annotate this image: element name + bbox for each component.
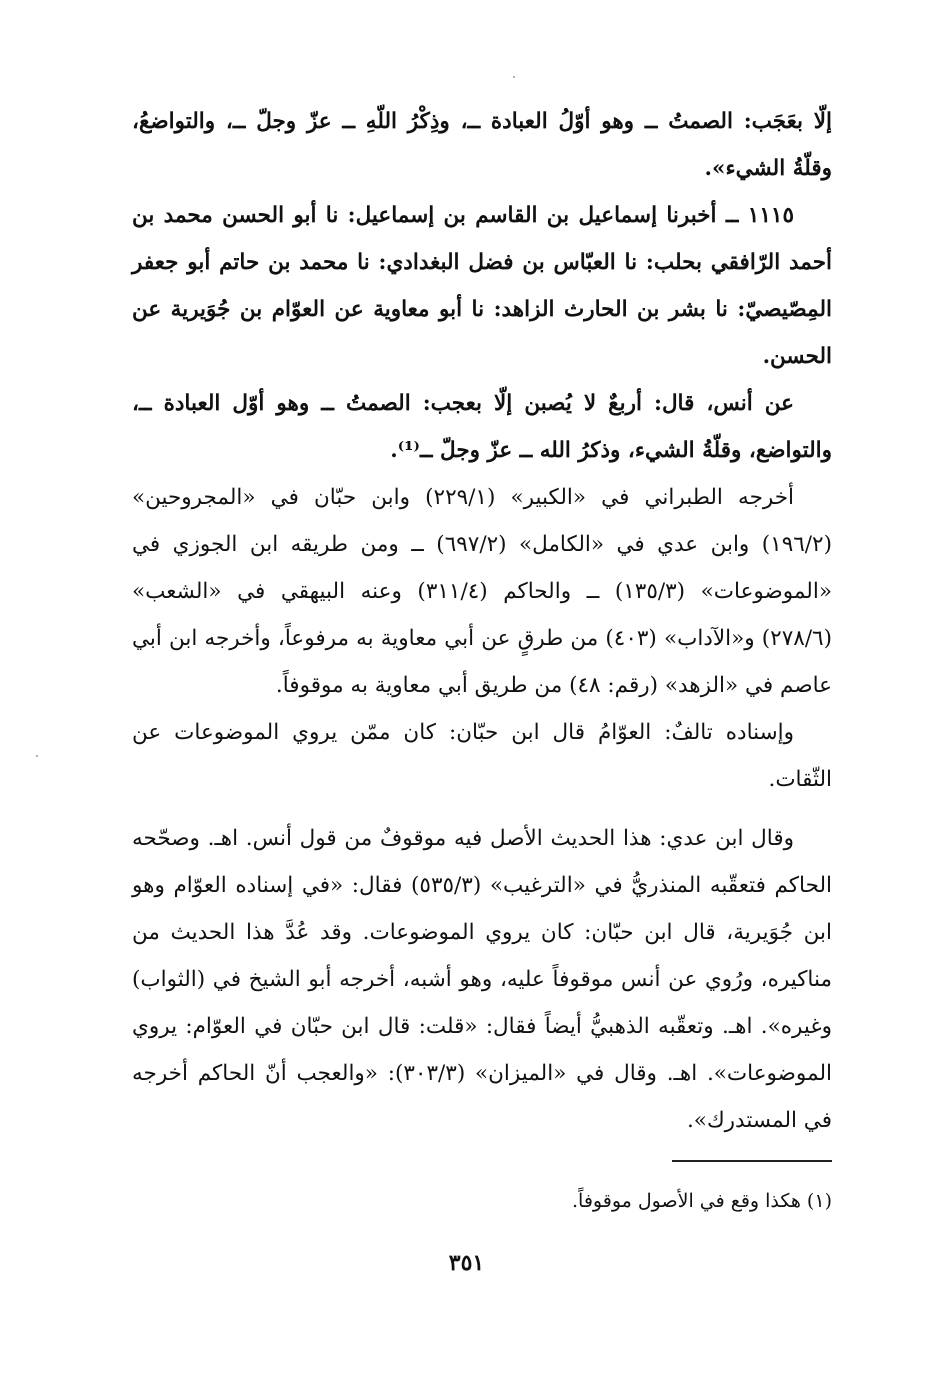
commentary-paragraph: وقال ابن عدي: هذا الحديث الأصل فيه موقوفٌ من قول أنس. اهـ. وصحّحه الحاكم فتعقّبه المنذريُّ في «الترغيب» (٥٣٥/٣) فقال: «في إسناده العوّام وهو ابن جُوَيرية، قال ابن حبّان: كان يروي الموضوعات. وقد عُدَّ هذا الحديث من مناكيره، ورُوي عن أنس موقوفاً عليه، وهو أشبه، أخرجه أبو الشيخ في (الثواب) وغيره». اهـ. وتعقّبه الذهبيُّ أيضاً فقال: «قلت: قال ابن حبّان في العوّام: يروي الموضوعات». اهـ. وقال في «الميزان» (٣٠٣/٣): «والعجب أنّ الحاكم أخرجه في المستدرك».	[132, 826, 832, 1133]
footnote-separator	[672, 1160, 832, 1162]
scan-speck	[36, 755, 38, 757]
takhrij-paragraph: أخرجه الطبراني في «الكبير» (٢٢٩/١) وابن حبّان في «المجروحين» (١٩٦/٢) وابن عدي في «الكامل» (٦٩٧/٢) ــ ومن طريقه ابن الجوزي في «الموضوعات» (١٣٥/٣) ــ والحاكم (٣١١/٤) وعنه البيهقي في «الشعب» (٢٧٨/٦) و«الآداب» (٤٠٣) من طرقٍ عن أبي معاوية به مرفوعاً، وأخرجه ابن أبي عاصم في «الزهد» (رقم: ٤٨) من طريق أبي معاوية به موقوفاً.	[132, 485, 832, 698]
page-number: ٣٥١	[448, 1250, 485, 1276]
hadith-matn: عن أنس، قال: أربعٌ لا يُصبن إلّا بعجب: الصمتُ ــ وهو أوّل العبادة ــ، والتواضع، وقلّةُ الشيء، وذكرُ الله ــ عزّ وجلّ ــ⁽¹⁾.	[132, 391, 832, 463]
scan-speck	[513, 76, 515, 78]
isnad-grading-paragraph: وإسناده تالفٌ: العوّامُ قال ابن حبّان: كان ممّن يروي الموضوعات عن الثّقات.	[132, 720, 832, 792]
paragraph-continuation: إلّا بعَجَب: الصمتُ ــ وهو أوّلُ العبادة ــ، وذِكْرُ اللّهِ ــ عزّ وجلّ ــ، والتواضعُ، وقلّةُ الشيء».	[132, 109, 832, 181]
main-text	[132, 98, 832, 1144]
hadith-isnad-1115: ١١١٥ ــ أخبرنا إسماعيل بن القاسم بن إسماعيل: نا أبو الحسن محمد بن أحمد الرّافقي بحلب: نا العبّاس بن فضل البغدادي: نا محمد بن حاتم أبو جعفر المِصّيصيّ: نا بشر بن الحارث الزاهد: نا أبو معاوية عن العوّام بن جُوَيرية عن الحسن.	[132, 203, 832, 369]
footnote: (١) هكذا وقع في الأصول موقوفاً.	[572, 1190, 832, 1212]
